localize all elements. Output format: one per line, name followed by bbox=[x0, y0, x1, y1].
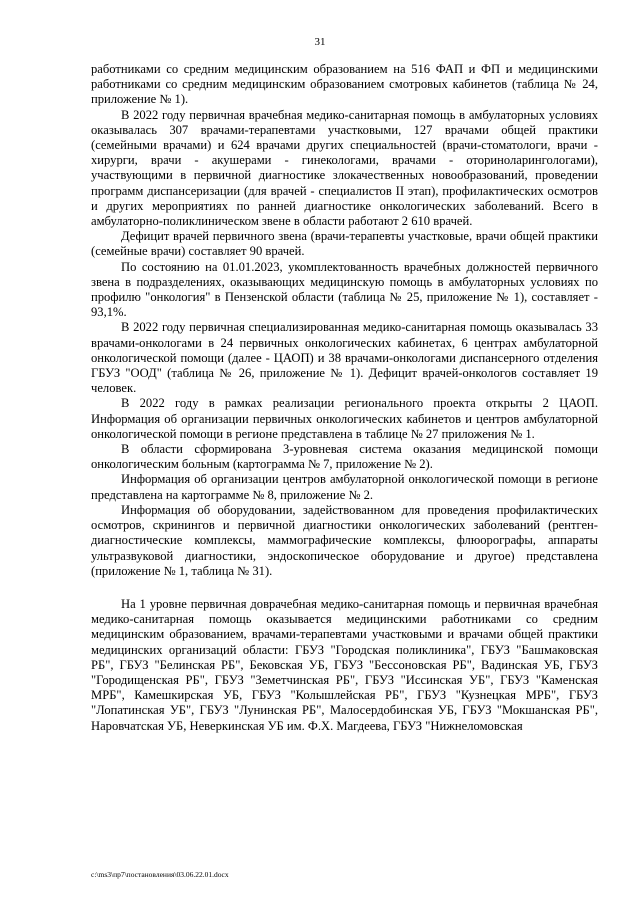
paragraph-specialized-care: В 2022 году первичная специализированная медико-санитарная помощь оказывалась 33 врачами-онкологами в 24 первичных онкологических кабинетах, 6 центрах амбулаторной онкологической помощи (далее - ЦАОП) и 38 врачами-онкологами диспансерного отделения ГБУЗ "ООД" (таблица № 26, приложение № 1). Дефицит врачей-онкологов составляет 19 человек. bbox=[91, 320, 598, 396]
paragraph-primary-care: В 2022 году первичная врачебная медико-санитарная помощь в амбулаторных условиях оказывалась 307 врачами-терапевтами участковыми, 127 врачами общей практики (семейными врачами) и 624 врачами других специальностей (врачи-стоматологи, врачи - хирурги, врачи - акушерами - гинекологами, врачами - оториноларингологами), участвующими в первичной диагностике злокачественных новообразований, проведении программ диспансеризации (для врачей - специалистов II этап), профилактических осмотров и других мероприятиях по ранней диагностике онкологических заболеваний. Всего в амбулаторно-поликлиническом звене в области работают 2 610 врачей. bbox=[91, 107, 598, 229]
paragraph-three-level-system: В области сформирована 3-уровневая система оказания медицинской помощи онкологическим больным (картограмма № 7, приложение № 2). bbox=[91, 442, 598, 472]
page-number: 31 bbox=[314, 36, 326, 48]
paragraph-regional-project: В 2022 году в рамках реализации регионального проекта открыты 2 ЦАОП. Информация об организации первичных онкологических кабинетов и центров амбулаторной онкологической помощи в регионе представлена в таблице № 27 приложения № 1. bbox=[91, 396, 598, 441]
document-body bbox=[91, 62, 598, 734]
paragraph-equipment: Информация об оборудовании, задействованном для проведения профилактических осмотров, скринингов и первичной диагностики онкологических заболеваний (рентген-диагностические комплексы, маммографические комплексы, флюорографы, аппараты ультразвуковой диагностики, эндоскопическое оборудование и другое) представлена (приложение № 1, таблица № 31). bbox=[91, 502, 598, 578]
file-path-footer: c:\ms3\пр7\постановления\03.06.22.01.docx bbox=[91, 870, 229, 879]
paragraph-staffing: По состоянию на 01.01.2023, укомплектованность врачебных должностей первичного звена в подразделениях, оказывающих медицинскую помощь в амбулаторных условиях по профилю "онкология" в Пензенской области (таблица № 25, приложение № 1), составляет - 93,1%. bbox=[91, 259, 598, 320]
paragraph-continuation: работниками со средним медицинским образованием на 516 ФАП и ФП и медицинскими работниками со средним медицинским образованием смотровых кабинетов (таблица № 24, приложение № 1). bbox=[91, 62, 598, 107]
paragraph-doctor-deficit: Дефицит врачей первичного звена (врачи-терапевты участковые, врачи общей практики (семейные врачи) составляет 90 врачей. bbox=[91, 229, 598, 259]
paragraph-caop-map: Информация об организации центров амбулаторной онкологической помощи в регионе представлена на картограмме № 8, приложение № 2. bbox=[91, 472, 598, 502]
paragraph-level-one: На 1 уровне первичная доврачебная медико-санитарная помощь и первичная врачебная медико-санитарная помощь оказывается медицинскими работниками со средним медицинским образованием, врачами-терапевтами участковыми и врачами общей практики медицинских организаций области: ГБУЗ "Городская поликлиника", ГБУЗ "Башмаковская РБ", ГБУЗ "Белинская РБ", Бековская УБ, ГБУЗ "Бессоновская РБ", Вадинская УБ, ГБУЗ "Городищенская РБ", ГБУЗ "Земетчинская РБ", ГБУЗ "Иссинская УБ", ГБУЗ "Каменская МРБ", Камешкирская УБ, ГБУЗ "Колышлейская РБ", ГБУЗ "Кузнецкая МРБ", ГБУЗ "Лопатинская УБ", ГБУЗ "Лунинская РБ", Малосердобинская УБ, ГБУЗ "Мокшанская РБ", Наровчатская УБ, Неверкинская УБ им. Ф.Х. Магдеева, ГБУЗ "Нижнеломовская bbox=[91, 596, 598, 733]
